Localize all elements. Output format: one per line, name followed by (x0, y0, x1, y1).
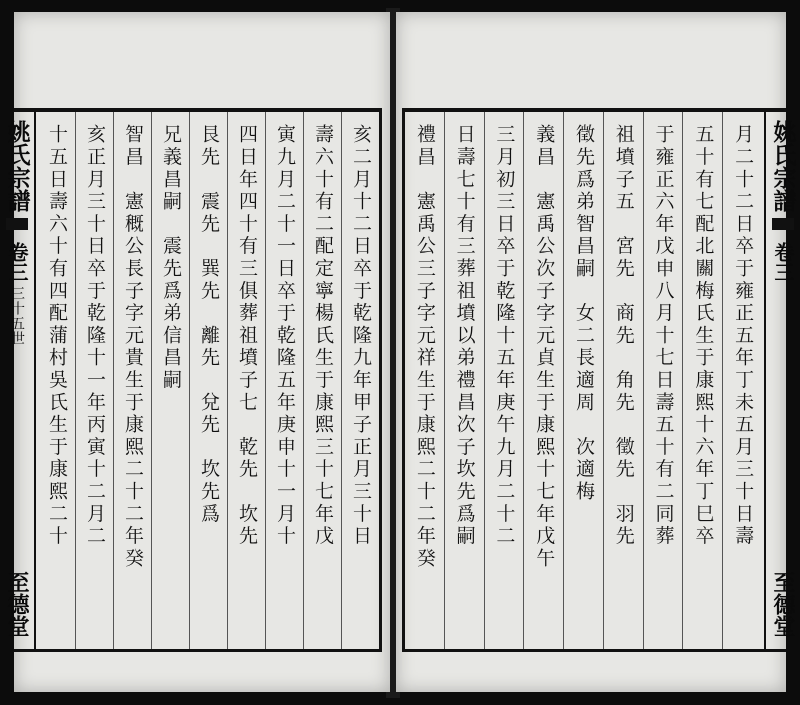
text-column: 徵先爲弟智昌嗣 女二長適周 次適梅 (563, 112, 603, 649)
right-page-margin (764, 112, 800, 649)
text-column: 艮先 震先 巽先 離先 兌先 坎先爲 (189, 112, 227, 649)
text-column: 祖墳子五 宮先 商先 角先 徵先 羽先 (603, 112, 643, 649)
text-column: 五十有七配北關梅氏生于康熙十六年丁巳卒 (682, 112, 722, 649)
generation-label: 三十五世 (9, 286, 25, 346)
book-title: 姚氏宗譜 (3, 120, 31, 212)
left-page (3, 12, 390, 692)
left-text-columns (38, 112, 379, 649)
fishtail-mark (6, 218, 28, 230)
left-page-margin (0, 112, 36, 649)
text-column: 四日年四十有三俱葬祖墳子七 乾先 坎先 (227, 112, 265, 649)
text-column: 智昌 憲穊公長子字元貴生于康熙二十二年癸 (113, 112, 151, 649)
text-column: 月二十二日卒于雍正五年丁未五月三十日壽 (722, 112, 762, 649)
hall-name: 至德堂 (4, 571, 30, 637)
text-column: 亥二月十二日卒于乾隆九年甲子正月三十日 (341, 112, 379, 649)
text-column: 寅九月二十一日卒于乾隆五年庚申十一月十 (265, 112, 303, 649)
volume-label: 卷三 (5, 242, 29, 282)
text-column: 于雍正六年戊申八月十七日壽五十有二同葬 (643, 112, 683, 649)
text-column: 禮昌 憲禹公三子字元祥生于康熙二十二年癸 (413, 124, 436, 570)
text-column: 兄義昌嗣 震先爲弟信昌嗣 (151, 112, 189, 649)
right-page (396, 12, 797, 692)
text-column: 十五日壽六十有四配蒲村吳氏生于康熙二十 (46, 124, 68, 548)
text-column: 三月初三日卒于乾隆十五年庚午九月二十二 (484, 112, 524, 649)
right-text-frame (402, 108, 797, 652)
left-text-frame (3, 108, 382, 652)
book-title: 姚氏宗譜 (769, 120, 797, 212)
hall-name: 至德堂 (770, 571, 796, 637)
text-column: 義昌 憲禹公次子字元貞生于康熙十七年戊午 (523, 112, 563, 649)
right-text-columns (405, 112, 762, 649)
fishtail-mark (772, 218, 794, 230)
volume-label: 卷三 (771, 242, 795, 282)
text-column: 日壽七十有三葬祖墳以弟禮昌次子坎先爲嗣 (444, 112, 484, 649)
text-column: 壽六十有二配定寧楊氏生于康熙三十七年戊 (303, 112, 341, 649)
text-column: 亥正月三十日卒于乾隆十一年丙寅十二月二 (75, 112, 113, 649)
